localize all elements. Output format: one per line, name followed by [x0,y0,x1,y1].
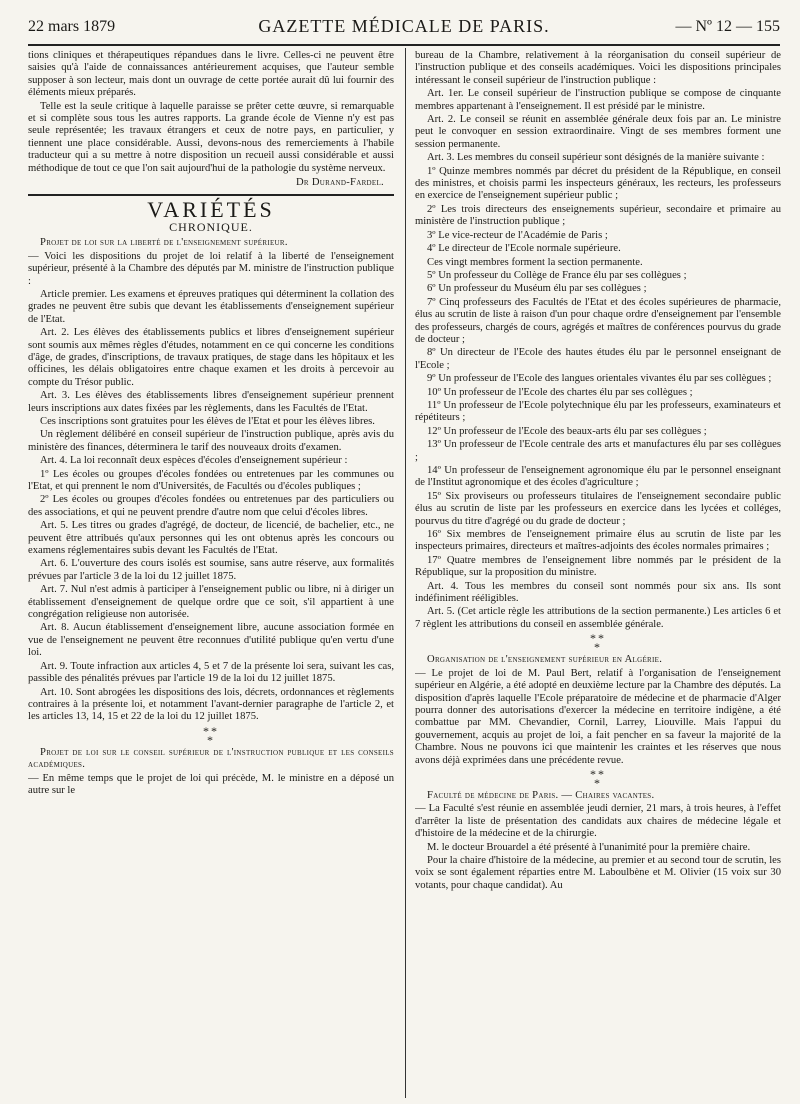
page-number: — Nº 12 — 155 [675,18,780,35]
separator-stars: ** * [203,723,219,747]
paragraph: Pour la chaire d'histoire de la médecine, au premier et au second tour de scrutin, les voix se sont également réparties entre M. Laboulbène et M. Olivier (15 voix sur 30 votants, pour chaque candidat). Au [415,854,781,891]
section-rule [28,194,394,196]
paragraph: — En même temps que le projet de loi qui précède, M. le ministre en a déposé un autre sur le [28,772,394,796]
section-title: VARIÉTÉS [147,197,275,223]
separator-stars: ** * [590,766,606,790]
signature: Dr Durand-Fardel. [295,177,384,189]
paragraph: Art. 2. Le conseil se réunit en assemblée générale deux fois par an. Le ministre peut le convoquer en session extraordinaire. Vingt de ses membres forment une session permanente. [415,114,781,150]
subsection-title: CHRONIQUE. [169,219,253,234]
paragraph: Art. 4. La loi reconnaît deux espèces d'écoles d'enseignement supérieur : [40,455,348,467]
paragraph: Art. 7. Nul n'est admis à participer à l'enseignement public ou libre, ni à diriger un établissement d'enseignement de quelque ordre que ce soit, s'il appartient à une congrégation religieuse non autorisée. [28,584,394,621]
paragraph: 2º Les trois directeurs des enseignements supérieur, secondaire et primaire au ministère de l'instruction publique ; [415,203,781,228]
left-column [28,50,394,1100]
paragraph: Telle est la seule critique à laquelle paraisse se prêter cette œuvre, si remarquable et si complète sous tous les autres rapports. La grande école de Vienne n'y est pas seule représentée; les travaux étrangers et ceux de notre pays, en particulier, y tiennent une place considérable. Aussi, devons-nous des remerciements à l'habile traducteur qui a su mettre à notre disposition un recueil aussi considérable et aussi méthodique de tout ce que l'on sait aujourd'hui de la pathologie du système nerveux. [28,100,394,174]
paragraph: Art. 1er. Le conseil supérieur de l'instruction publique se compose de cinquante membres appartenant à l'enseignement. Il est présidé par le ministre. [415,88,781,112]
paragraph: Art. 5. Les titres ou grades d'agrégé, de docteur, de licencié, de bachelier, etc., ne peuvent être attribués qu'aux personnes qui les ont obtenus après les concours ou examens réglementaires subis devant les Facultés de l'Etat. [28,520,394,557]
paragraph: Art. 9. Toute infraction aux articles 4, 5 et 7 de la présente loi sera, suivant les cas, passible des pénalités prévues par l'article 19 de la loi du 12 juillet 1875. [28,660,394,685]
paragraph: 16º Six membres de l'enseignement primaire élus au scrutin de liste par les inspecteurs primaires, directeurs et maîtres-adjoints des écoles normales primaires ; [415,529,781,553]
paragraph: Art. 5. (Cet article règle les attributions de la section permanente.) Les articles 6 et 7 règlent les attributions du conseil en assemblée générale. [415,606,781,630]
paragraph: 1º Quinze membres nommés par décret du président de la République, en conseil des ministres, et choisis parmi les inspecteurs généraux, les recteurs, les professeurs en exercice de l'enseignement supérieur public ; [415,165,781,202]
paragraph: 1º Les écoles ou groupes d'écoles fondées ou entretenues par les communes ou l'Etat, et qui prennent le nom d'Universités, de Facultés ou d'écoles publiques ; [28,468,394,492]
paragraph: Un règlement délibéré en conseil supérieur de l'instruction publique, après avis du ministère des finances, déterminera le tarif des nouveaux droits d'examen. [28,429,394,453]
paragraph: 4º Le directeur de l'Ecole normale supérieure. [427,243,621,255]
paragraph: 7º Cinq professeurs des Facultés de l'Etat et des écoles supérieures de pharmacie, élus au scrutin de liste à raison d'un pour chaque ordre d'enseignement par l'ensemble des professeurs, chargés de cours, agrégés et maîtres de conférences pourvus du grade de docteur ; [415,296,781,345]
paragraph: Art. 8. Aucun établissement d'enseignement libre, aucune association formée en vue de l'enseignement ne peuvent être reconnues d'utilité publique qu'en vertu d'une loi. [28,622,394,659]
paragraph: 14º Un professeur de l'enseignement agronomique élu par le personnel enseignant de l'Institut agronomique et des écoles d'agriculture ; [415,465,781,489]
paragraph: Ces inscriptions sont gratuites pour les élèves de l'Etat et pour les élèves libres. [40,415,375,427]
paragraph: 12º Un professeur de l'Ecole des beaux-arts élu par ses collègues ; [427,425,707,437]
article-heading: Organisation de l'enseignement supérieur en Algérie. [427,654,663,666]
paragraph: Art. 3. Les élèves des établissements libres d'enseignement supérieur prennent leurs inscriptions aux dates fixées par les règlements, dans les Facultés de l'Etat. [28,390,394,414]
header-rule [28,44,780,46]
paragraph: bureau de la Chambre, relativement à la réorganisation du conseil supérieur de l'instruction publique et des conseils académiques. Voici les dispositions principales intéressant le conseil supérieur de l'instruction publique : [415,50,781,86]
journal-title: GAZETTE MÉDICALE DE PARIS. [258,16,550,36]
paragraph: 10º Un professeur de l'Ecole des chartes élu par ses collègues ; [427,386,693,398]
paragraph: — Voici les dispositions du projet de loi relatif à la liberté de l'enseignement supérieur, présenté à la Chambre des députés par M. ministre de l'instruction publique : [28,250,394,287]
paragraph: Article premier. Les examens et épreuves pratiques qui déterminent la collation des grades ne peuvent être subis que devant les établissements d'enseignement supérieur de l'Etat. [28,288,394,325]
separator-stars: ** * [590,631,606,655]
paragraph: — Le projet de loi de M. Paul Bert, relatif à l'organisation de l'enseignement supérieur en Algérie, a été adopté en deuxième lecture par la Chambre des députés. La disposition d'après laquelle l'Ecole préparatoire de médecine et de pharmacie d'Alger pourra donner des autorisations d'exercer la médecine en territoire indigène, a été combattue par MM. Chevandier, Cornil, Larrey, Liouville. Mais l'appui du gouvernement, acquis au projet de loi, a fait pencher en sa faveur la majorité de la Chambre. Nous ne pouvons ici que maintenir les craintes et les réserves que nous avons déjà exprimées dans une précédente revue. [415,667,781,766]
paragraph: Art. 3. Les membres du conseil supérieur sont désignés de la manière suivante : [427,152,765,164]
paragraph: tions cliniques et thérapeutiques répandues dans le livre. Celles-ci ne peuvent être saisies qu'à l'aide de connaissances antérieurement acquises, que l'auteur semble supposer à son lecteur, mais dont un ouvrage de cette portée aurait dû lui fournir des éléments mieux préparés. [28,50,394,99]
issue-date: 22 mars 1879 [28,18,116,35]
paragraph: M. le docteur Brouardel a été présenté à l'unanimité pour la première chaire. [427,841,751,853]
paragraph: 6º Un professeur du Muséum élu par ses collègues ; [427,283,647,295]
paragraph: 13º Un professeur de l'Ecole centrale des arts et manufactures élu par ses collègues ; [415,439,781,463]
column-divider [405,48,406,1098]
paragraph: 9º Un professeur de l'Ecole des langues orientales vivantes élu par ses collègues ; [427,373,772,385]
paragraph: 15º Six proviseurs ou professeurs titulaires de l'enseignement secondaire public élus au scrutin de liste par les professeurs en exercice dans les lycées et colléges, pourvus du titre d'agrégé ou du grade de docteur ; [415,490,781,527]
paragraph: Ces vingt membres forment la section permanente. [427,256,643,268]
paragraph: Art. 2. Les élèves des établissements publics et libres d'enseignement supérieur sont soumis aux mêmes règles d'études, notamment en ce qui concerne les conditions d'âge, de grades, d'inscriptions, de travaux pratiques, de stage dans les hôpitaux et les officines, les délais obligatoires entre chaque examen et les droits à percevoir au compte du Trésor public. [28,327,394,388]
paragraph: 5º Un professeur du Collège de France élu par ses collègues ; [427,269,687,281]
paragraph: Art. 4. Tous les membres du conseil sont nommés pour six ans. Ils sont indéfiniment rééligibles. [415,580,781,605]
paragraph: 11º Un professeur de l'Ecole polytechnique élu par les professeurs, examinateurs et répétiteurs ; [415,399,781,424]
paragraph: — La Faculté s'est réunie en assemblée jeudi dernier, 21 mars, à trois heures, à l'effet d'arrêter la liste de présentation des candidats aux chaires de médecine légale et d'histoire de la médecine et de la chirurgie. [415,803,781,840]
article-heading: Projet de loi sur la liberté de l'enseignement supérieur. [40,237,288,249]
paragraph: 3º Le vice-recteur de l'Académie de Paris ; [427,229,608,241]
paragraph: 17º Quatre membres de l'enseignement libre nommés par le président de la République, sur la proposition du ministre. [415,554,781,579]
right-column [415,50,781,1100]
paragraph: Art. 6. L'ouverture des cours isolés est soumise, sans autre réserve, aux formalités prévues par l'article 3 de la loi du 12 juillet 1875. [28,558,394,582]
paragraph: 8º Un directeur de l'Ecole des hautes études élu par le personnel enseignant de l'Ecole ; [415,347,781,371]
paragraph: 2º Les écoles ou groupes d'écoles fondées ou entretenues par des particuliers ou des associations, et qui ne peuvent prendre d'autre nom que celui d'écoles libres. [28,494,394,518]
paragraph: Art. 10. Sont abrogées les dispositions des lois, décrets, ordonnances et règlements contraires à la présente loi, et notamment l'avant-dernier paragraphe de l'article 2, et les articles 13, 14, 15 et 22 de la loi du 12 juillet 1875. [28,686,394,723]
article-heading: Faculté de médecine de Paris. — Chaires vacantes. [427,789,655,801]
article-heading: Projet de loi sur le conseil supérieur de l'instruction publique et les conseils académiques. [28,746,394,771]
page-header [28,16,780,42]
